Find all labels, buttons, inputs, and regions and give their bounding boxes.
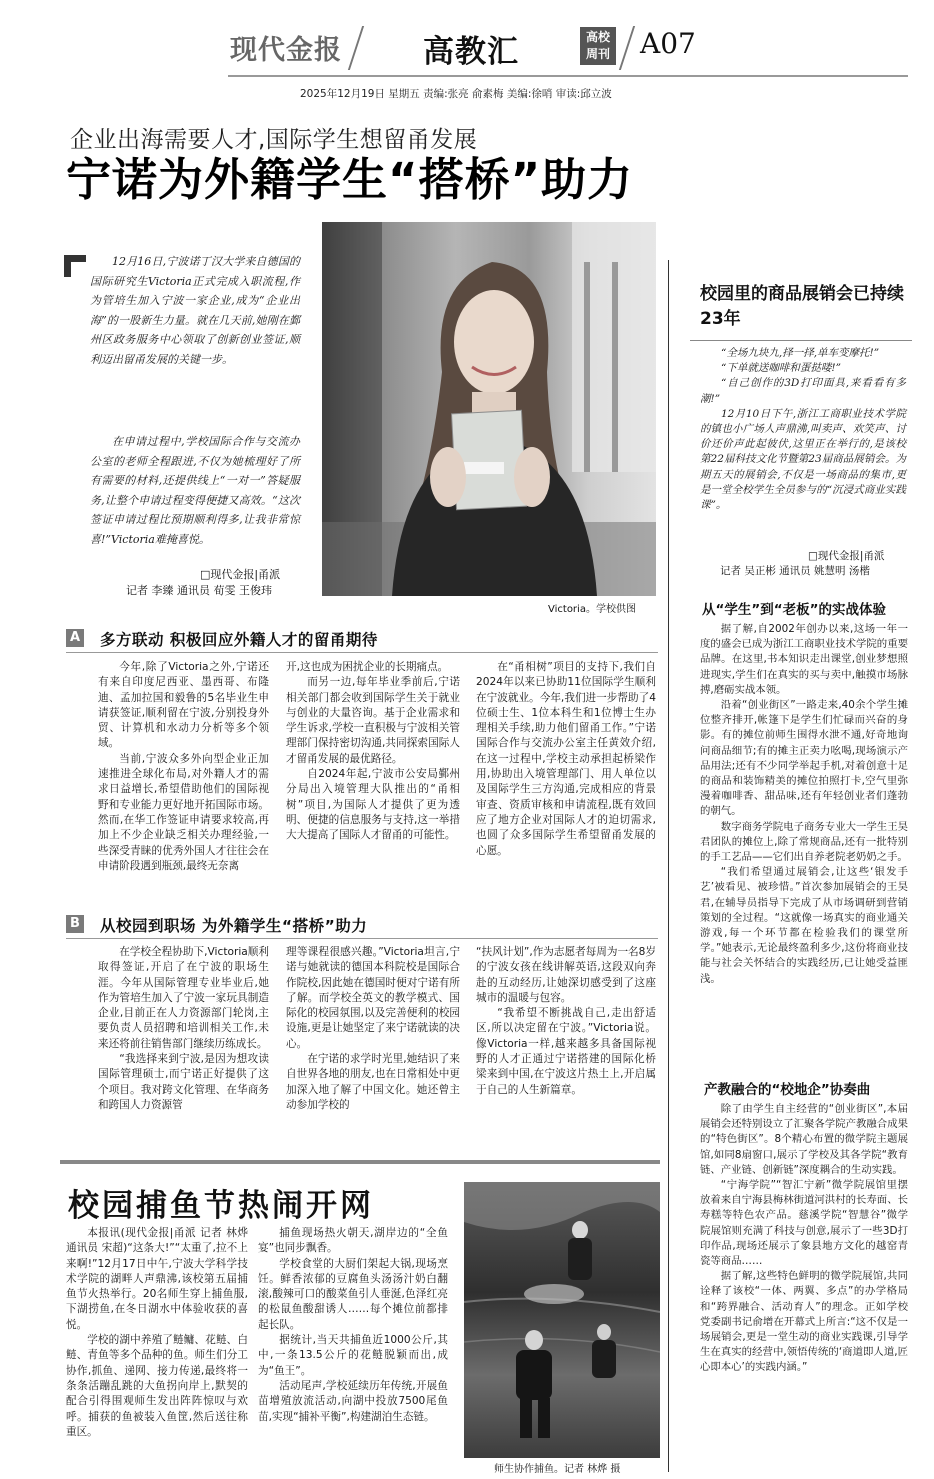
- fishing-col-1-para: 学校的湖中养殖了鲢鳙、花鲢、白鲢、青鱼等多个品种的鱼。师生们分工协作,抓鱼、递网、接力传递,最终将一条条活蹦乱跳的大鱼拐向岸上,默契的配合引得围观师生发出阵阵惊叹与欢呼。捕获的鱼被装入鱼筐,然后送往称重区。: [66, 1334, 248, 1438]
- masthead-section-name: 高教汇: [423, 34, 519, 70]
- side-quote: “自己创作的3D打印面具,来看看有多潮!”: [700, 377, 906, 405]
- fishing-col-1: [66, 1226, 248, 1440]
- section-b-col-2-para: 理等课程很感兴趣。”Victoria坦言,宁诺与她就读的德国本科院校是国际合作院校,因此她在德国时便对宁诺有所了解。而学校全英文的教学模式、国际化的校园氛围,以及完善便利的校园设施,更是让她坚定了来宁诺就读的决心。: [286, 946, 460, 1050]
- side-sub2-para: 据了解,这些特色鲜明的微学院展馆,共同诠释了该校“一体、两翼、多点”的办学格局和“跨界融合、活动育人”的理念。正如学校党委副书记俞增在开幕式上所言:“这不仅是一场展销会,更是一堂生动的商业实践课,引导学生在真实的经营中,领悟传统的‘商道即人道,匠心即本心’的实践内涵。”: [700, 1270, 908, 1374]
- masthead-paper-name: 现代金报: [230, 35, 342, 66]
- lead-byline-2: 记者 李臻 通讯员 荀雯 王俊玮: [126, 584, 272, 597]
- side-sub1-title: 从“学生”到“老板”的实战体验: [702, 602, 886, 618]
- section-b-col-2-para: 在宁诺的求学时光里,她结识了来自世界各地的朋友,也在日常相处中更加深入地了解了中国文化。她还曾主动参加学校的: [286, 1053, 460, 1111]
- section-a-col-2-para: 自2024年起,宁波市公安局鄞州分局出入境管理大队推出的“甬相树”项目,为国际人才提供了更为透明、便捷的信息服务与支持,这一举措大大提高了国际人才留甬的可能性。: [286, 768, 460, 842]
- side-headline-rule: [690, 340, 912, 341]
- section-a-col-3: [476, 660, 656, 859]
- section-b-col-1-para: 在学校全程协助下,Victoria顺利取得签证,开启了在宁波的职场生涯。今年从国际管理专业毕业后,她作为管培生加入了宁波一家玩具制造企业,目前正在人力资源部门轮岗,主要负责人员招聘和培训相关工作,未来还将前往销售部门继续历练成长。: [98, 946, 269, 1050]
- side-headline-text: 校园里的商品展销会已持续23年: [700, 284, 904, 329]
- side-headline: [700, 282, 905, 332]
- side-quote: “下单就送咖啡和蛋挞喽!”: [721, 362, 841, 375]
- fishing-headline: 校园捕鱼节热闹开网: [68, 1188, 374, 1224]
- fishing-col-2: [258, 1226, 448, 1425]
- lead-paragraph-2: 在申请过程中,学校国际合作与交流办公室的老师全程跟进,不仅为她梳理好了所有需要的材料,还提供线上“一对一”答疑服务,让整个申请过程变得便捷又高效。“这次签证申请过程比预期顺利得多,让我非常惊喜!”Victoria难掩喜悦。: [90, 435, 300, 546]
- lead-byline-1: □现代金报|甬派: [200, 568, 281, 581]
- column-divider-vertical: [668, 260, 669, 1472]
- masthead-page-number: A07: [640, 27, 696, 60]
- fishing-col-2-para: 活动尾声,学校延续历年传统,开展鱼苗增殖放流活动,向湖中投放7500尾鱼苗,实现“捕补平衡”,构建湖泊生态链。: [258, 1379, 448, 1423]
- student-portrait-photo: [322, 222, 656, 596]
- main-kicker: 企业出海需要人才,国际学生想留甬发展: [70, 127, 478, 153]
- side-quote: “全场九块九,择一择,单车变摩托!”: [721, 347, 880, 359]
- main-headline: 宁诺为外籍学生“搭桥”助力: [66, 153, 634, 206]
- section-a-col-2-para: 开,这也成为困扰企业的长期痛点。: [286, 661, 449, 673]
- section-a-col-2-para: 而另一边,每年毕业季前后,宁诺相关部门都会收到国际学生关于就业与创业的大量咨询。基于企业需求和学生诉求,学校一直积极与宁波相关管理部门保持密切沟通,共同探索国际人才留甬发展的最优路径。: [286, 676, 460, 765]
- section-b-col-3-para: “我希望不断挑战自己,走出舒适区,所以决定留在宁波。”Victoria说。像Victoria一样,越来越多具备国际视野的人才正通过宁诺搭建的国际化桥梁来到中国,在宁波这片热土上,开启属于自己的人生新篇章。: [476, 1007, 656, 1096]
- fishing-col-2-para: 捕鱼现场热火朝天,湖岸边的“全鱼宴”也同步飘香。: [258, 1227, 448, 1255]
- masthead-badge-line1: 高校: [585, 30, 610, 44]
- masthead-slash-2: [619, 26, 635, 70]
- masthead-info-line: 2025年12月19日 星期五 责编:张亮 俞素梅 美编:徐哨 审读:邱立波: [300, 88, 612, 100]
- section-a-col-1-para: 当前,宁波众多外向型企业正加速推进全球化布局,对外籍人才的需求日益增长,希望借助他们的国际视野和专业能力更好地开拓国际市场。然而,在华工作签证申请要求较高,再加上不少企业缺乏相关办理经验,一些深受青睐的优秀外国人才往往会在申请阶段遇到瓶颈,最终无奈离: [98, 752, 269, 872]
- section-b-col-3-para: “扶风计划”,作为志愿者每周为一名8岁的宁波女孩在线讲解英语,这段双向奔赴的互动经历,让她深切感受到了这座城市的温暖与包容。: [476, 946, 656, 1004]
- lead-quote-bracket-icon: [64, 255, 86, 277]
- side-byline-1: □现代金报|甬派: [808, 550, 885, 562]
- lead-paragraph-1: 12月16日,宁波诺丁汉大学来自德国的国际研究生Victoria正式完成入职流程,作为管培生加入宁波一家企业,成为“企业出海”的一股新生力量。就在几天前,她刚在鄞州区政务服务中心领取了创新创业签证,顺利迈出留甬发展的关键一步。: [90, 255, 300, 366]
- side-quotes: [700, 346, 906, 513]
- masthead-slash-1: [348, 26, 364, 70]
- masthead-badge-line2: 周刊: [585, 47, 610, 61]
- section-b-badge: B: [66, 915, 84, 933]
- lead-text: [90, 252, 300, 370]
- section-b-col-1-para: “我选择来到宁波,是因为想攻读国际管理硕士,而宁诺正好提供了这个项目。我对跨文化管理、在华商务和跨国人力资源管: [98, 1053, 269, 1111]
- section-a-title: 多方联动 积极回应外籍人才的留甬期待: [100, 631, 378, 649]
- side-sub2-para: “宁海学院”“智汇宁新”微学院展馆里摆放着来自宁海县梅林街道河洪村的长寿面、长寿糕等特色农产品。慈溪学院“智慧谷”微学院展馆则充满了科技与创意,展示了一些3D打印作品,现场还展示了象县地方文化的越窑青瓷等商品……: [700, 1179, 908, 1268]
- fishing-illustration: [464, 1182, 660, 1458]
- fishing-col-2-para: 据统计,当天共捕鱼近1000公斤,其中,一条13.5公斤的花鲢脱颖而出,成为“鱼王”。: [258, 1334, 448, 1377]
- fishing-col-2-para: 学校食堂的大厨们架起大锅,现场烹饪。鲜香浓郁的豆腐鱼头汤汤汁奶白翻滚,酸辣可口的酸菜鱼引人垂涎,色泽红亮的松鼠鱼酸甜诱人……每个摊位前都排起长队。: [258, 1257, 448, 1331]
- masthead-badge: [580, 27, 616, 65]
- section-b-title: 从校园到职场 为外籍学生“搭桥”助力: [100, 917, 368, 935]
- side-intro: 12月10日下午,浙江工商职业技术学院的镇也小广场人声鼎沸,叫卖声、欢笑声、讨价还价声此起彼伏,这里正在举行的,是该校第22届科技文化节暨第23届商品展销会。为期五天的展销会,不仅是一场商品的集市,更是一堂全校学生全员参与的“沉浸式商业实践课”。: [700, 407, 906, 512]
- side-sub2-body: [700, 1102, 908, 1376]
- lead-text-2: [90, 432, 300, 550]
- section-a-col-3-para: 在“甬相树”项目的支持下,我们自2024年以来已协助11位国际学生顺利在宁波就业。今年,我们进一步帮助了4位硕士生、1位本科生和1位博士生办理相关手续,助力他们留甬工作。”宁诺国际合作与交流办公室主任黄效介绍,在这一过程中,学校主动承担起桥梁作用,协助出入境管理部门、用人单位以及国际学生三方沟通,完成相应的背景审查、资质审核和申请流程,既有效回应了地方企业对国际人才的迫切需求,也圆了众多国际学生希望留甬发展的心愿。: [476, 661, 656, 857]
- side-sub2-title: 产教融合的“校地企”协奏曲: [704, 1082, 871, 1098]
- portrait-illustration: [322, 222, 656, 596]
- side-sub2-para: 除了由学生自主经营的“创业街区”,本届展销会还特别设立了汇聚各学院产教融合成果的“特色街区”。8个精心布置的微学院主题展馆,如同8扇窗口,展示了学校及其各学院“教育链、产业链、创新链”深度耦合的生动实践。: [700, 1103, 908, 1176]
- fishing-top-rule: [60, 1160, 660, 1164]
- fishing-photo-caption: 师生协作捕鱼。记者 林烨 摄: [494, 1464, 621, 1475]
- side-sub1-para: 数字商务学院电子商务专业大一学生王昊君团队的摊位上,除了常规商品,还有一批特别的手工艺品——它们出自养老院老奶奶之手。: [700, 820, 908, 864]
- section-a-col-1-para: 今年,除了Victoria之外,宁诺还有来自印度尼西亚、墨西哥、布隆迪、孟加拉国和毅鲁的5名毕业生申请获签证,顺利留在宁波,分别投身外贸、计算机和水动力分析等多个领域。: [98, 661, 269, 750]
- masthead-rule: [228, 75, 908, 77]
- side-byline-2: 记者 吴正彬 通讯员 姚慧明 汤楷: [720, 565, 870, 577]
- section-a-col-2: [286, 660, 460, 844]
- section-b-col-3: [476, 945, 656, 1098]
- section-a-badge: A: [66, 629, 84, 647]
- section-b-col-2: [286, 945, 460, 1113]
- side-sub1-para: 据了解,自2002年创办以来,这场一年一度的盛会已成为浙江工商职业技术学院的重要品牌。在这里,书本知识走出课堂,创业梦想照进现实,学生们在真实的买与卖中,触摸市场脉搏,磨砺实战本领。: [700, 623, 908, 696]
- portrait-caption: Victoria。学校供图: [548, 604, 636, 615]
- side-sub1-body: [700, 622, 908, 987]
- fishing-col-1-para: 本报讯(现代金报|甬派 记者 林烨 通讯员 宋超)“这条大!”“太重了,拉不上来啊!”12月17日中午,宁波大学科学技术学院的湖畔人声鼎沸,该校第五届捕鱼节火热举行。20名师生穿上捕鱼服,下湖捞鱼,在冬日湖水中体验收获的喜悦。: [66, 1227, 248, 1331]
- section-a-col-1: [98, 660, 269, 874]
- side-sub1-para: 沿着“创业街区”一路走来,40余个学生摊位整齐排开,帐篷下是学生们忙碌而兴奋的身影。有的摊位前师生围得水泄不通,好奇地询问商品细节;有的摊主正卖力吆喝,现场演示产品用法;还有不少同学举起手机,对着创意十足的商品和装饰精美的摊位拍照打卡,空气里弥漫着咖啡香、甜品味,还有年轻创业者们蓬勃的朝气。: [700, 699, 908, 818]
- section-a-rule: [66, 652, 658, 653]
- section-b-rule: [66, 938, 658, 939]
- fishing-scene-photo: [464, 1182, 660, 1458]
- section-b-col-1: [98, 945, 269, 1113]
- side-sub1-para: “我们希望通过展销会,让这些‘银发手艺’被看见、被珍惜。”首次参加展销会的王昊君,在辅导员指导下完成了从市场调研到营销策划的全过程。“这就像一场真实的商业通关游戏,每一个环节都在检验我们的课堂所学。”她表示,无论最终盈利多少,这份将商业技能与社会关怀结合的实践经历,已让她受益匪浅。: [700, 866, 908, 985]
